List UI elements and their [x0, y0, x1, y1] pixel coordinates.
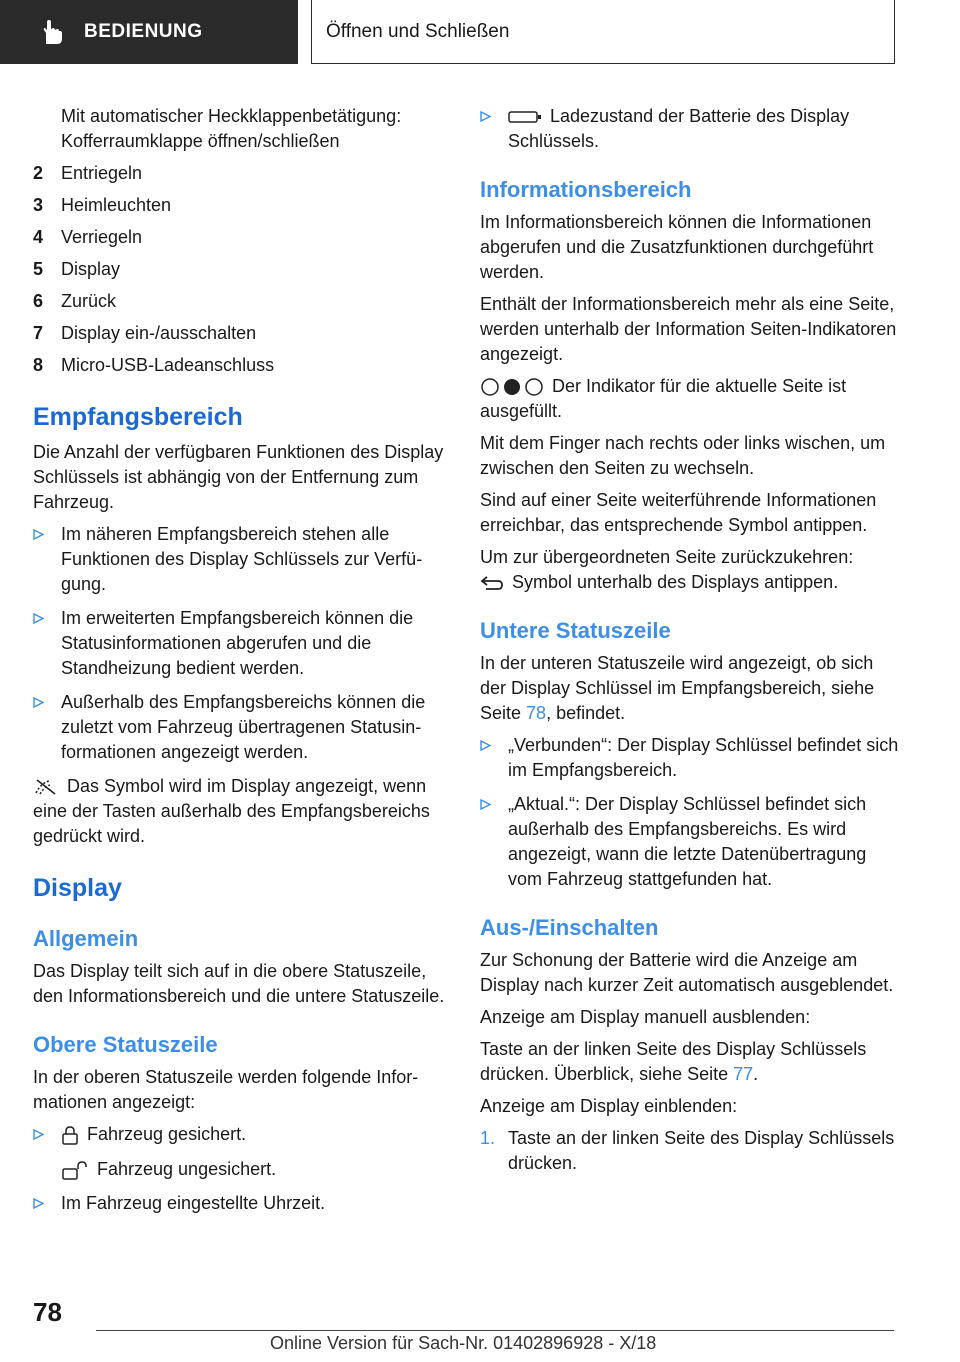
- bullet-text: Im erweiterten Empfangsbereich können die Statusinformationen abgerufen und die Standheizung bedient werden.: [61, 608, 414, 678]
- bullet-text: Außerhalb des Empfangsbereichs können die zuletzt vom Fahrzeug übertragenen Statusinformationen angezeigt werden.: [61, 692, 426, 762]
- lock-closed-icon: [61, 1125, 79, 1145]
- lock-open-icon: [61, 1160, 89, 1180]
- step-text: Taste an der linken Seite des Display Schlüssels drücken.: [508, 1128, 895, 1173]
- list-item: [33, 225, 451, 250]
- paragraph-symbol: [33, 774, 451, 849]
- out-of-range-icon: [33, 778, 59, 796]
- item-text: Verriegeln: [61, 227, 143, 247]
- symbol-text: Das Symbol wird im Display angezeigt, wenn eine der Tasten außerhalb des Empfangsbereichs gedrückt wird.: [33, 776, 430, 846]
- text: .: [753, 1064, 759, 1084]
- header-section-tab: [0, 0, 298, 64]
- list-item: [33, 257, 451, 282]
- bullet-item: [33, 1122, 451, 1148]
- heading-aus-einschalten: Aus-/Einschalten: [480, 915, 659, 940]
- item-text: Micro-USB-Ladeanschluss: [61, 355, 275, 375]
- paragraph: [480, 1037, 900, 1087]
- item-number: 2: [33, 163, 44, 183]
- page-indicator-icon: [480, 377, 544, 397]
- heading-informationsbereich: Informationsbereich: [480, 177, 692, 202]
- item-number: 8: [33, 355, 44, 375]
- page-link[interactable]: 77: [733, 1064, 754, 1084]
- heading-obere-statuszeile: Obere Statuszeile: [33, 1032, 218, 1057]
- bullet-text: [508, 104, 900, 154]
- triangle-bullet-icon: [33, 522, 61, 597]
- list-item: [33, 321, 451, 346]
- triangle-bullet-icon: [480, 792, 508, 892]
- item-number: 6: [33, 291, 44, 311]
- paragraph: Mit dem Finger nach rechts oder links wischen, um zwischen den Seiten zu wechseln.: [480, 433, 886, 478]
- paragraph: Die Anzahl der verfügbaren Funktionen des Display Schlüssels ist abhängig von der Entfernung zum Fahrzeug.: [33, 442, 444, 512]
- heading-empfangsbereich: Empfangsbereich: [33, 403, 243, 431]
- paragraph: In der oberen Statuszeile werden folgende Informationen angezeigt:: [33, 1067, 419, 1112]
- list-item: [33, 193, 451, 218]
- bullet-text: [61, 1122, 451, 1148]
- text: In der unteren Statuszeile wird angezeigt, ob sich der Display Schlüssel im Empfangsbereich, siehe Seite: [480, 653, 875, 723]
- paragraph-zurueck: [480, 545, 900, 595]
- paragraph-indikator: [480, 374, 900, 424]
- paragraph: Sind auf einer Seite weiterführende Informationen erreichbar, das entsprechende Symbol antippen.: [480, 490, 877, 535]
- list-item: [33, 353, 451, 378]
- list-item: [33, 161, 451, 186]
- bullet-text: Im Fahrzeug eingestellte Uhrzeit.: [61, 1193, 326, 1213]
- bullet-item: [480, 792, 900, 892]
- step-number: 1.: [480, 1128, 496, 1148]
- chapter-title: Öffnen und Schließen: [326, 20, 510, 42]
- page-number: 78: [33, 1297, 62, 1327]
- triangle-bullet-icon: [480, 104, 508, 154]
- bullet-text: „Verbunden“: Der Display Schlüssel befindet sich im Empfangsbereich.: [508, 735, 899, 780]
- triangle-bullet-icon: [33, 1122, 61, 1148]
- page-link[interactable]: 78: [526, 703, 547, 723]
- list-item: [33, 289, 451, 314]
- paragraph: Anzeige am Display manuell ausblenden:: [480, 1007, 811, 1027]
- item-number: 5: [33, 259, 44, 279]
- item-text: Display ein-/ausschalten: [61, 323, 257, 343]
- numbered-list: [33, 161, 451, 378]
- step-item: [480, 1126, 900, 1176]
- triangle-bullet-icon: [33, 690, 61, 765]
- bullet-item: [33, 1191, 451, 1217]
- bullet-item: [480, 104, 900, 154]
- back-arrow-icon: [480, 575, 504, 591]
- paragraph: Das Display teilt sich auf in die obere Statuszeile, den Informationsbereich und die untere Statuszeile.: [33, 961, 445, 1006]
- triangle-bullet-icon: [33, 606, 61, 681]
- zurueck-text: Um zur übergeordneten Seite zurückzukehren:: [480, 547, 854, 567]
- battery-icon: [508, 110, 542, 124]
- item-text: Heimleuchten: [61, 195, 172, 215]
- triangle-bullet-icon: [480, 733, 508, 783]
- paragraph: Zur Schonung der Batterie wird die Anzeige am Display nach kurzer Zeit automatisch ausgeblendet.: [480, 950, 894, 995]
- heading-untere-statuszeile: Untere Statuszeile: [480, 618, 671, 643]
- bullet-text: Im näheren Empfangsbereich stehen alle Funktionen des Display Schlüssels zur Verfügung.: [61, 524, 423, 594]
- bullet-item: [33, 522, 451, 597]
- left-column: [33, 104, 451, 1226]
- gesichert-text: Fahrzeug gesichert.: [87, 1124, 247, 1144]
- text: Taste an der linken Seite des Display Schlüssels drücken. Überblick, siehe Seite: [480, 1039, 867, 1084]
- paragraph: [480, 651, 900, 726]
- item-number: 3: [33, 195, 44, 215]
- chapter-header: [311, 0, 895, 64]
- bullet-text: „Aktual.“: Der Display Schlüssel befindet sich außerhalb des Empfangsbereichs. Es wird angezeigt, wann die letzte Datenübertragung vom Fahrzeug stattgefunden hat.: [508, 794, 867, 889]
- indikator-text: Der Indikator für die aktuelle Seite ist ausgefüllt.: [480, 376, 847, 421]
- list-item: Mit automatischer Heckklappenbetätigung: Kofferraumklappe öffnen/schließen: [61, 106, 402, 151]
- section-label: BEDIENUNG: [84, 21, 203, 42]
- triangle-bullet-icon: [33, 1191, 61, 1217]
- paragraph: Im Informationsbereich können die Informationen abgerufen und die Zusatzfunktionen durchgeführt werden.: [480, 212, 874, 282]
- bullet-item: [33, 606, 451, 681]
- hand-pointer-icon: [38, 18, 66, 46]
- paragraph: Enthält der Informationsbereich mehr als eine Seite, werden unterhalb der Information Seiten-Indikatoren angezeigt.: [480, 294, 897, 364]
- paragraph: Anzeige am Display einblenden:: [480, 1096, 738, 1116]
- text: , befindet.: [546, 703, 626, 723]
- item-text: Display: [61, 259, 121, 279]
- right-column: [480, 104, 900, 1185]
- item-number: 4: [33, 227, 44, 247]
- heading-display: Display: [33, 874, 122, 902]
- batterie-text: Ladezustand der Batterie des Display Schlüssels.: [508, 106, 850, 151]
- footer-divider: [96, 1330, 894, 1331]
- bullet-text: [61, 1157, 451, 1182]
- item-text: Zurück: [61, 291, 117, 311]
- symbol-text: Symbol unterhalb des Displays antippen.: [512, 572, 839, 592]
- footer-online-version: Online Version für Sach-Nr. 01402896928 - X/18: [270, 1333, 657, 1353]
- bullet-item: [33, 1157, 451, 1182]
- heading-allgemein: Allgemein: [33, 926, 139, 951]
- item-number: 7: [33, 323, 44, 343]
- item-text: Entriegeln: [61, 163, 143, 183]
- bullet-item: [480, 733, 900, 783]
- ungesichert-text: Fahrzeug ungesichert.: [97, 1159, 277, 1179]
- bullet-item: [33, 690, 451, 765]
